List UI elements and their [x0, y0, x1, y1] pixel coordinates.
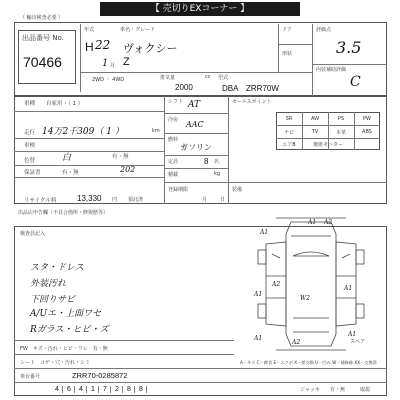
- ac-value: AAC: [186, 120, 204, 129]
- equip-airbag: エアB: [282, 142, 296, 148]
- divider: [14, 165, 164, 166]
- divider: [228, 96, 229, 204]
- divider: [228, 182, 387, 183]
- year-value: 22: [95, 38, 111, 52]
- defect-mark: A1: [254, 291, 263, 298]
- divider: [164, 182, 228, 183]
- equipment-label: 装備: [232, 187, 243, 193]
- recycle-label: リサイクル料: [24, 198, 57, 204]
- divider: [164, 168, 228, 169]
- equip-pw: PW: [363, 116, 371, 122]
- color-hist: 有・無: [112, 154, 129, 160]
- fuel-label: 燃料: [168, 137, 179, 143]
- divider: [14, 151, 164, 152]
- equip-leather: 本革: [335, 130, 346, 136]
- recycle-deposit: 預託済: [128, 197, 144, 203]
- wheel-rear-right: [356, 304, 364, 318]
- seat-row: シート コゲ・穴・汚れ・シミ: [20, 360, 91, 366]
- export-note: （ 輸出検査必要 ）: [20, 15, 64, 21]
- score-value: 3.5: [336, 38, 362, 57]
- defect-mark: A2: [324, 219, 333, 226]
- count-cell: 7: [100, 386, 111, 393]
- load-label: 積載: [168, 172, 179, 178]
- disclosure-label: 出品店申告欄（不具合箇所・修復歴等）: [18, 210, 109, 216]
- fuel-value: ガソリン: [180, 143, 212, 152]
- divider: [80, 72, 312, 73]
- equip-navi: ナビ: [283, 130, 294, 136]
- capacity-unit: 名: [214, 159, 220, 165]
- color-value: 白: [62, 153, 72, 163]
- warranty-label: 保証書: [24, 170, 41, 176]
- note-1: スタ・ドレス: [30, 263, 84, 273]
- car-grade: Z: [123, 56, 130, 68]
- manual-label: 取説: [360, 387, 371, 393]
- equip-rear-monitor: 後席モニター: [312, 142, 343, 148]
- door-label: ドア: [282, 27, 292, 33]
- registration-day: 日: [220, 197, 226, 203]
- defect-mark: W2: [300, 295, 310, 302]
- divider: [14, 111, 164, 112]
- car-body-outline: [286, 222, 336, 346]
- sheet-banner: 【 売切りEXコーナー 】: [100, 2, 300, 16]
- color-code: 202: [120, 165, 136, 174]
- warranty-value: 有・無: [62, 170, 79, 176]
- mileage-value: 14万2千309（ 1 ）: [42, 127, 124, 137]
- interior-label: 内装補助評価: [316, 67, 347, 73]
- divider: [80, 24, 81, 92]
- divider: [14, 177, 164, 178]
- grade-label: 車名・グレード: [120, 27, 156, 33]
- equip-tv: TV: [311, 129, 319, 135]
- divider: [14, 138, 164, 139]
- year-label: 年式: [84, 27, 95, 33]
- count-cell: 2: [112, 386, 123, 393]
- displacement-unit: cc: [205, 74, 211, 80]
- divider: [14, 382, 387, 383]
- vehicle-kind: 車種 自家用・（ 1 ）: [24, 101, 84, 107]
- divider: [354, 112, 355, 150]
- defect-mark: A1: [348, 331, 357, 338]
- car-name: ヴォクシー: [123, 43, 178, 55]
- score-label: 評価点: [316, 27, 332, 33]
- equip-abs: ABS: [362, 129, 372, 135]
- divider: [278, 44, 312, 45]
- inspection-label: 車検: [24, 143, 36, 149]
- divider: [278, 24, 279, 72]
- year-era: H: [85, 40, 94, 54]
- jack-label: ジャッキ: [300, 387, 320, 393]
- load-unit: kg: [214, 171, 221, 177]
- fw-row: FW キズ・汚れ・ヒビ・ワレ 有・無: [20, 346, 108, 352]
- defect-mark: A1: [308, 219, 317, 226]
- capacity-value: 8: [204, 157, 209, 166]
- divider: [164, 133, 228, 134]
- defect-mark: A1: [260, 229, 269, 236]
- inspector-label: 検査員記入: [20, 231, 46, 237]
- equip-aw: AW: [310, 116, 320, 122]
- shape-label: 形状: [282, 51, 293, 57]
- note-5: Rガラス・ヒビ・ズ: [30, 325, 109, 335]
- registration-month: 月: [202, 197, 208, 203]
- spare-label: スペア: [350, 339, 366, 345]
- car-diagram: [236, 214, 386, 354]
- defect-mark: A2: [272, 281, 281, 288]
- recycle-unit: 円: [112, 197, 118, 203]
- divider: [312, 64, 387, 65]
- wheel-rear-left: [258, 304, 266, 318]
- mileage-label: 走行: [24, 130, 36, 136]
- divider: [14, 340, 234, 341]
- jack-status: 有・無: [330, 387, 346, 393]
- registration-label: 登録期限: [168, 187, 189, 193]
- wheel-front-right: [356, 250, 364, 264]
- count-cell: 4: [52, 386, 63, 393]
- defect-mark: A1: [344, 285, 353, 292]
- model-label: 型式: [218, 75, 229, 81]
- defect-mark: A2: [292, 339, 301, 346]
- count-cell: 6: [64, 386, 75, 393]
- divider: [14, 354, 234, 355]
- model-value: DBA ZRR70W: [222, 84, 279, 93]
- lot-label: 出品番号 No.: [22, 34, 64, 42]
- recycle-value: 13,330: [77, 194, 102, 203]
- count-cell: 8: [136, 386, 147, 393]
- displacement-label: 排気量: [160, 75, 176, 81]
- equip-sr: SR: [285, 116, 293, 122]
- divider: [164, 155, 228, 156]
- divider: [302, 112, 303, 150]
- capacity-label: 定員: [168, 159, 179, 165]
- count-cell: 8: [124, 386, 135, 393]
- defect-legend: A－キズ C－腐食 E－エクボ X－要交換 U－凹み W－補修跡 XX－交換済: [240, 360, 377, 365]
- chassis-number: ZRR70-0285872: [72, 371, 128, 380]
- wheel-front-left: [258, 250, 266, 264]
- sales-point-label: セールスポイント: [232, 99, 272, 105]
- divider: [14, 368, 387, 369]
- count-cell: 1: [88, 386, 99, 393]
- interior-value: C: [350, 74, 361, 90]
- count-cell: 4: [76, 386, 87, 393]
- ac-label: 冷房: [168, 117, 179, 123]
- defect-mark: A1: [254, 335, 263, 342]
- lot-number: 70466: [23, 54, 62, 70]
- shift-label: シフト: [168, 99, 184, 105]
- equip-ps: PS: [337, 116, 345, 122]
- drive-type: 2WD ・ 4WD: [92, 77, 125, 83]
- shift-value: AT: [188, 100, 201, 110]
- note-4: A/Uエ・上面ワセ: [30, 309, 102, 319]
- divider: [164, 113, 228, 114]
- note-3: 下回りサビ: [30, 295, 76, 305]
- month-value: 1: [102, 58, 109, 69]
- right-side-panel: [336, 242, 356, 326]
- divider: [312, 24, 313, 96]
- chassis-label: 車台番号: [20, 374, 41, 380]
- displacement-value: 2000: [175, 83, 193, 92]
- month-unit: 月: [110, 63, 116, 69]
- color-label: 色替: [24, 158, 36, 164]
- note-2: 外装汚れ: [30, 279, 67, 289]
- mileage-unit: km: [152, 128, 160, 134]
